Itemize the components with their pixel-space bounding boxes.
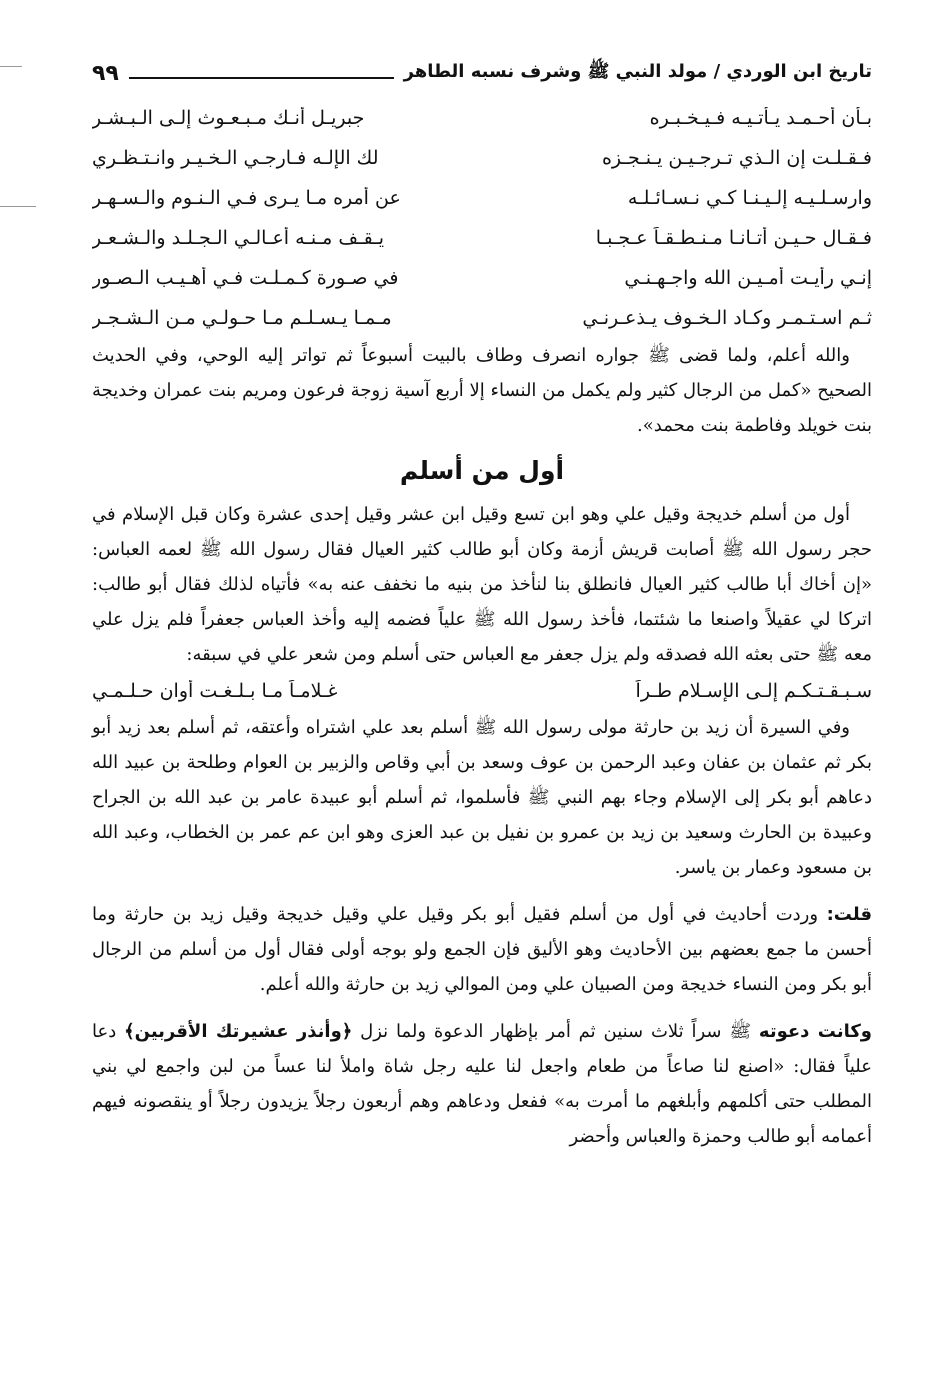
poem-verse [92,178,872,218]
verse-second-hemistich: عن أمره مـا يـرى فـي الـنـوم والـسـهـر [92,187,401,209]
dawah-text-1: ﷺ سراً ثلاث سنين ثم أمر بإظهار الدعوة ولما نزل [352,1021,759,1042]
verse-second-hemistich: يـقـف مـنـه أعـالـي الـجـلـد والـشـعـر [92,227,385,249]
verse-second-hemistich: غـلامـاً مـا بـلـغـت أوان حـلـمـي [92,680,338,702]
dawah-lead: وكانت دعوته [758,1021,873,1042]
paragraph-first-muslims: أول من أسلم خديجة وقيل علي وهو ابن تسع وقيل ابن عشر وقيل إحدى عشرة وكان قبل الإسلام في حجر رسول الله ﷺ أصابت قريش أزمة وكان أبو طالب كثير العيال فقال رسول الله ﷺ لعمه العباس: «إن أخاك أبا طالب كثير العيال فانطلق بنا لنأخذ من بنيه ما نخفف عنه به» فأتياه لذلك فقال أبو طالب: اتركا لي عقيلاً واصنعا ما شئتما، فأخذ رسول الله ﷺ علياً فضمه إليه وأخذ العباس جعفراً فلم يزل علي معه ﷺ حتى بعثه الله فصدقه ولم يزل جعفر مع العباس حتى أسلم ومن شعر علي في سبقه: [92,504,873,665]
poem-block [92,98,872,338]
poem-verse [92,298,872,338]
paragraph-hadith: والله أعلم، ولما قضى ﷺ جواره انصرف وطاف بالبيت أسبوعاً ثم تواتر إليه الوحي، وفي الحديث الصحيح «كمل من الرجال كثير ولم يكمل من النساء إلا أربع آسية زوجة فرعون ومريم بنت عمران وخديجة بنت خويلد وفاطمة بنت محمد». [92,345,873,436]
margin-mark-mid [0,206,36,207]
commentary-text: وردت أحاديث في أول من أسلم فقيل أبو بكر وقيل علي وقيل خديجة وقيل زيد بن حارثة وما أحسن ما جمع بعضهم بين الأحاديث وهو الأليق فإن الجمع ولو بوجه أولى فقال أول من أسلم من الرجال أبو بكر ومن النساء خديجة ومن الصبيان علي ومن الموالي زيد بن حارثة والله أعلم. [92,904,872,995]
poem-verse [92,138,872,178]
running-header [92,52,872,86]
verse-first-hemistich: وارسـلـيـه إلـيـنـا كـي نـسـائـلـه [627,187,872,209]
margin-mark-top [0,66,22,67]
verse-second-hemistich: لك الإلـه فـارجـي الـخـيـر وانـتـظـري [92,147,379,169]
poem-verse [92,218,872,258]
verse-first-hemistich: بـأن أحـمـد يـأتـيـه فـيـخـبـره [649,107,872,129]
page-number: ٩٩ [92,61,119,86]
poem-verse [92,98,872,138]
quran-quote: ﴿وأنذر عشيرتك الأقربين﴾ [124,1021,353,1042]
verse-first-hemistich: فـقـال حـيـن أتـانـا مـنـطـقـاً عـجـبـا [595,227,872,249]
poem-verse [92,258,872,298]
running-title: تاريخ ابن الوردي / مولد النبي ﷺ وشرف نسبه الطاهر [403,61,872,82]
verse-second-hemistich: جبريـل أنـك مـبـعـوث إلـى الـبـشـر [92,107,365,129]
paragraph-dawah [92,1014,872,1154]
section-heading: أول من أسلم [399,456,565,485]
commentary-lead: قلت: [826,904,872,925]
ali-verse [92,672,872,710]
book-page [92,52,872,1154]
verse-second-hemistich: مـمـا يـسـلـم مـا حـولـي مـن الـشـجـر [92,307,392,329]
paragraph-commentary [92,897,872,1002]
header-rule [129,77,394,79]
verse-first-hemistich: ثـم اسـتـمـر وكـاد الـخـوف يـذعـرنـي [582,307,872,329]
verse-first-hemistich: فـقـلـت إن الـذي تـرجـيـن يـنـجـزه [601,147,872,169]
verse-first-hemistich: إنـي رأيـت أمـيـن الله واجـهـنـي [624,267,872,289]
verse-second-hemistich: في صـورة كـمـلـت فـي أهـيـب الـصـور [92,267,399,289]
dawah-text-2: دعا علياً فقال: «اصنع لنا صاعاً من طعام واجعل لنا عليه رجل شاة واملأ لنا عساً من لبن واجمع لي بني المطلب حتى أكلمهم وأبلغهم ما أمرت به» ففعل ودعاهم وهم أربعون رجلاً يزيدون رجلاً أو ينقصونه فيهم أعمامه أبو طالب وحمزة والعباس وأحضر [92,1021,872,1147]
verse-first-hemistich: سـبـقـتـكـم إلـى الإسـلام طـراً [635,680,872,702]
paragraph-sira: وفي السيرة أن زيد بن حارثة مولى رسول الله ﷺ أسلم بعد علي اشتراه وأعتقه، ثم أسلم بعد زيد أبو بكر ثم عثمان بن عفان وعبد الرحمن بن عوف وسعد بن أبي وقاص والزبير بن العوام وطلحة بن عبيد الله دعاهم أبو بكر إلى الإسلام وجاء بهم النبي ﷺ فأسلموا، ثم أسلم أبو عبيدة عامر بن عبد الله بن الجراح وعبيدة بن الحارث وسعيد بن زيد بن عمرو بن نفيل بن عبد العزى وهو ابن عم عمر بن الخطاب، وعبد الله بن مسعود وعمار بن ياسر. [92,717,872,878]
